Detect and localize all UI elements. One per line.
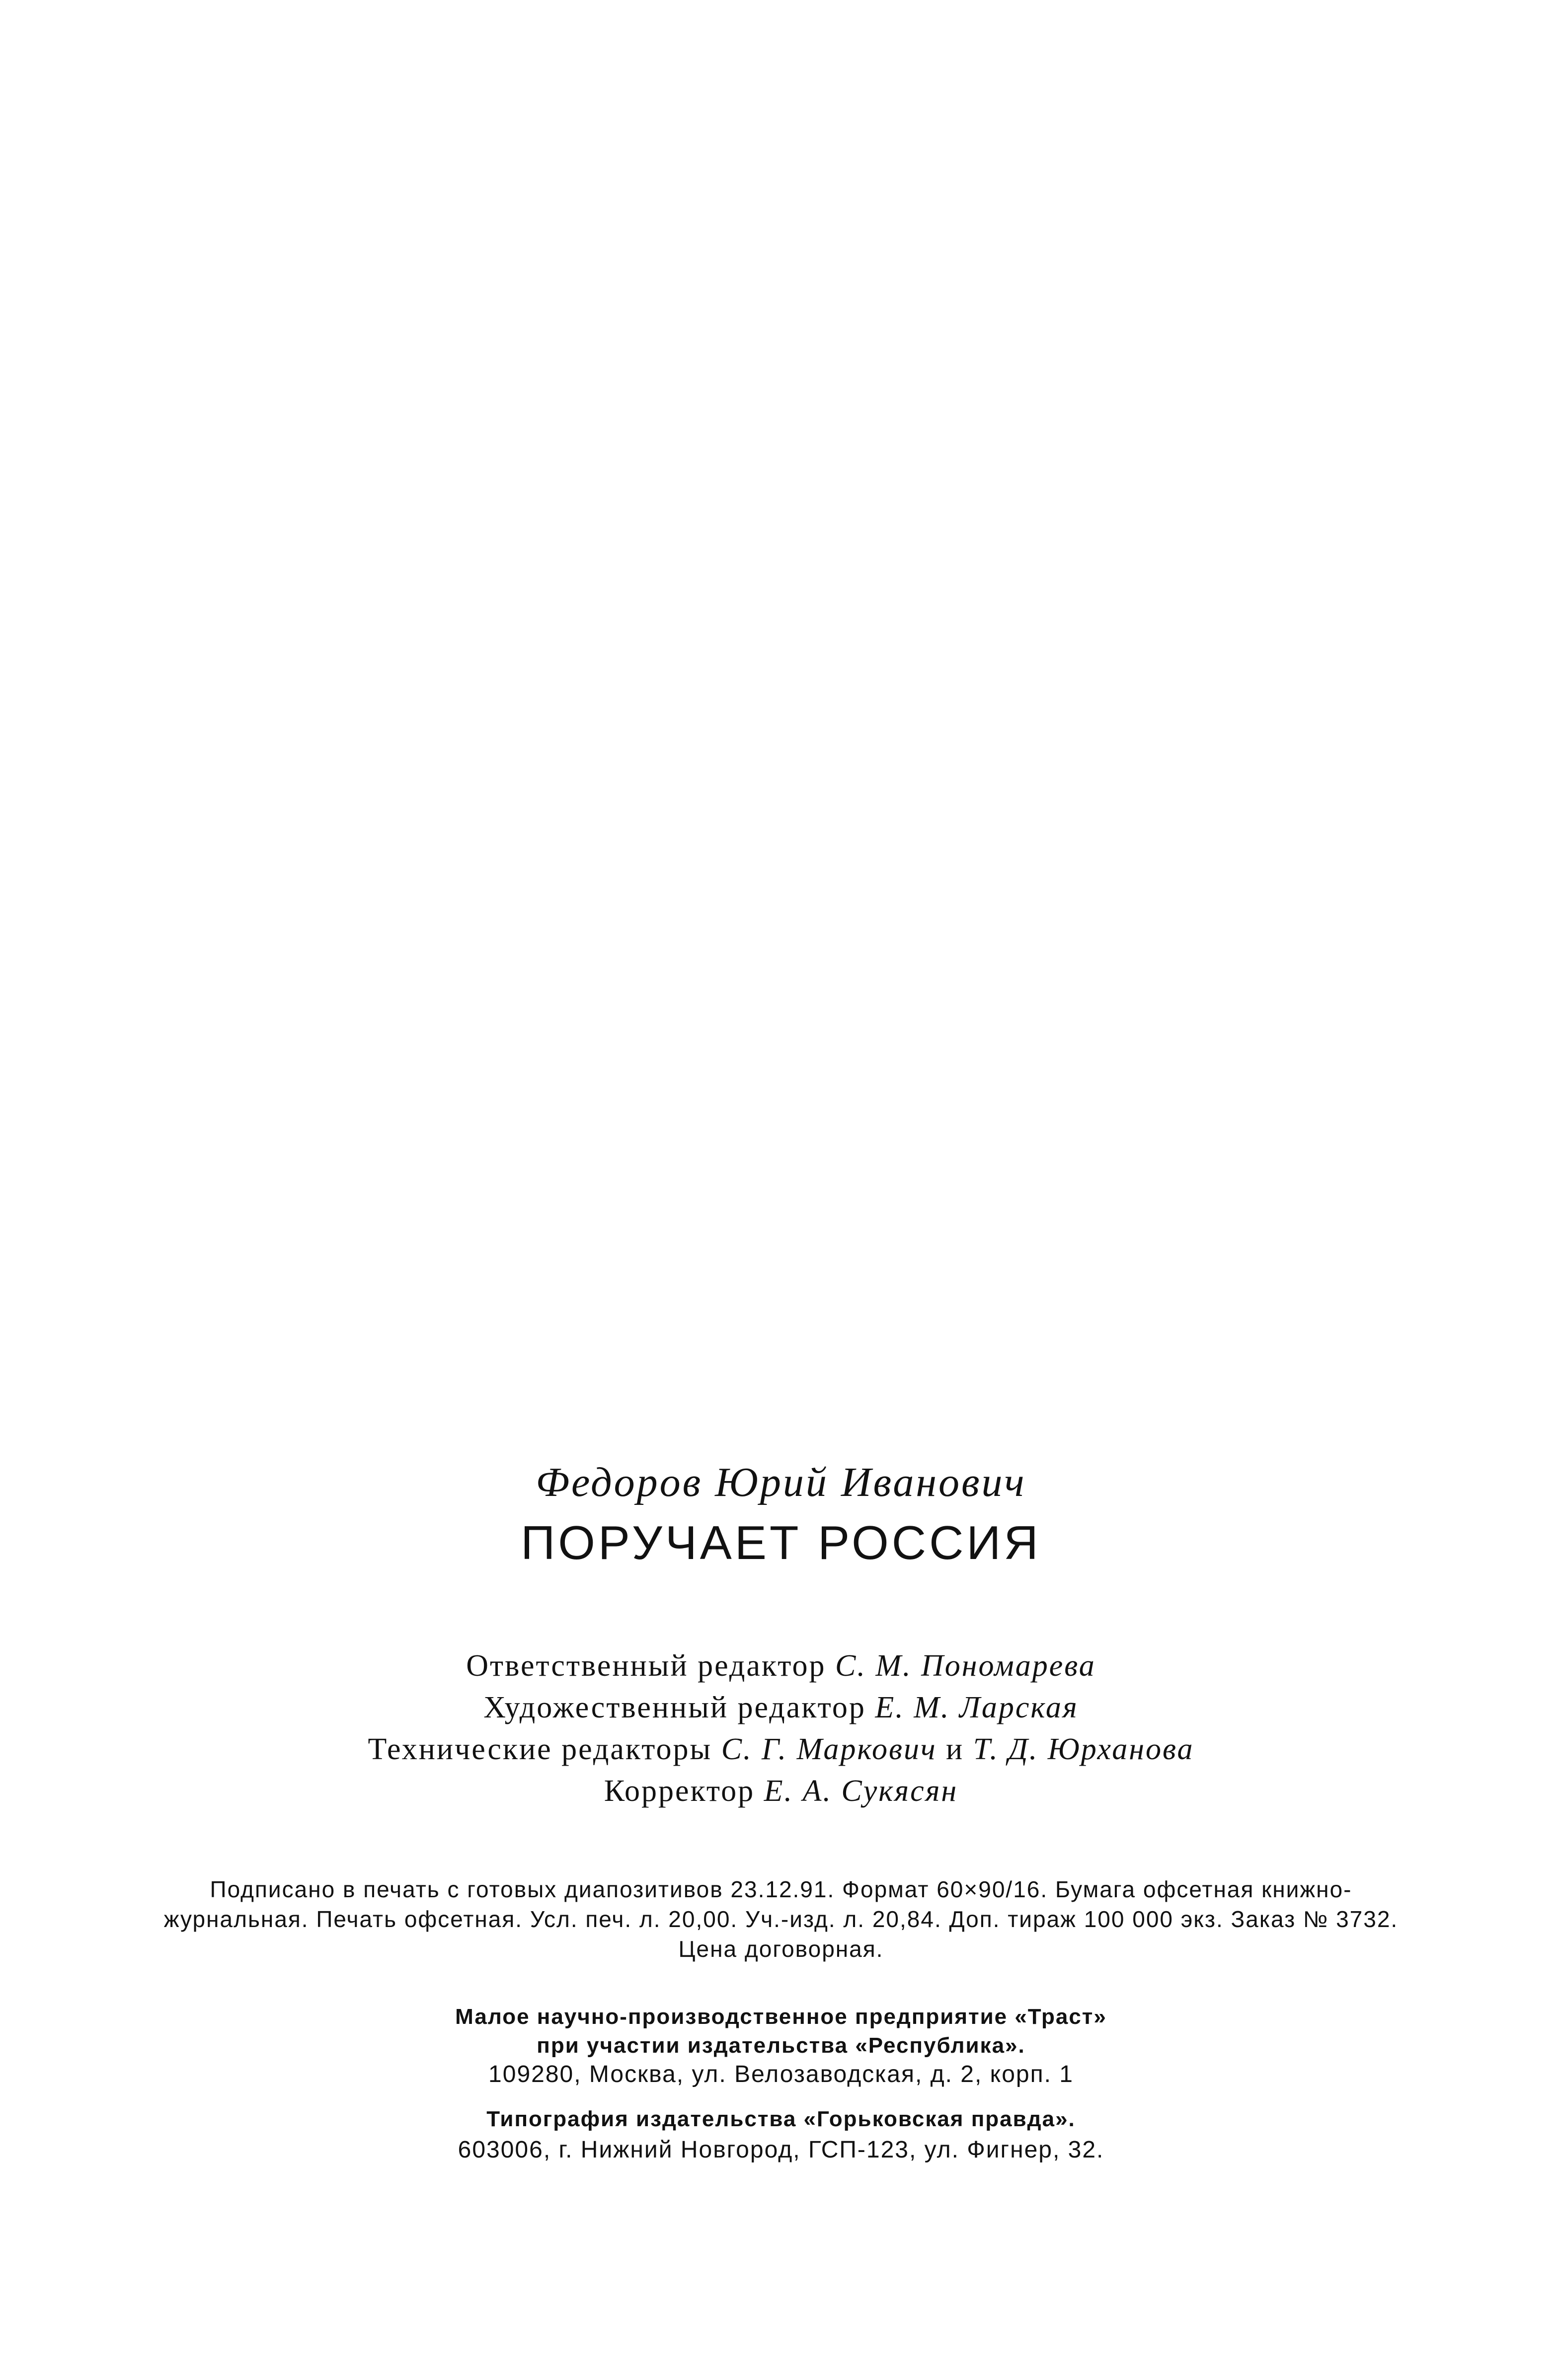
colophon xyxy=(0,1458,1562,2165)
credit-role: Корректор xyxy=(604,1774,755,1808)
book-title: ПОРУЧАЕТ РОССИЯ xyxy=(521,1516,1041,1569)
publisher-block xyxy=(0,2003,1562,2089)
publisher-address: 109280, Москва, ул. Велозаводская, д. 2, корп. 1 xyxy=(488,2061,1074,2087)
credit-name: Е. М. Ларская xyxy=(875,1691,1079,1724)
credits-block xyxy=(0,1645,1562,1812)
printer-name: Типография издательства «Горьковская правда». xyxy=(486,2107,1076,2131)
printer-address: 603006, г. Нижний Новгород, ГСП-123, ул. Фигнер, 32. xyxy=(458,2137,1104,2163)
credit-line-proofreader xyxy=(0,1770,1562,1812)
author-name: Федоров Юрий Иванович xyxy=(536,1459,1026,1505)
credit-role: Ответственный редактор xyxy=(466,1649,826,1683)
credit-name-second: Т. Д. Юрханова xyxy=(973,1732,1194,1766)
credit-name: С. М. Пономарева xyxy=(835,1649,1096,1683)
print-details xyxy=(110,1874,1452,1964)
credit-line-responsible-editor xyxy=(0,1645,1562,1687)
print-details-line: журнальная. Печать офсетная. Усл. печ. л. 20,00. Уч.-изд. л. 20,84. Доп. тираж 100 000 экз. Заказ № 3732. xyxy=(163,1906,1399,1932)
credit-role: Технические редакторы xyxy=(368,1732,712,1766)
print-details-line: Цена договорная. xyxy=(678,1936,884,1962)
publisher-line: при участии издательства «Республика». xyxy=(537,2033,1025,2058)
print-details-line: Подписано в печать с готовых диапозитивов 23.12.91. Формат 60×90/16. Бумага офсетная книжно- xyxy=(210,1876,1352,1902)
credit-name: Е. А. Сукясян xyxy=(764,1774,958,1808)
publisher-line: Малое научно-производственное предприятие «Траст» xyxy=(455,2005,1107,2029)
credit-name: С. Г. Маркович xyxy=(721,1732,937,1766)
printer-block xyxy=(0,2104,1562,2165)
credit-line-art-editor xyxy=(0,1687,1562,1728)
credit-line-technical-editors xyxy=(0,1728,1562,1770)
credit-role: Художественный редактор xyxy=(483,1691,866,1724)
credit-joiner: и xyxy=(946,1732,964,1766)
